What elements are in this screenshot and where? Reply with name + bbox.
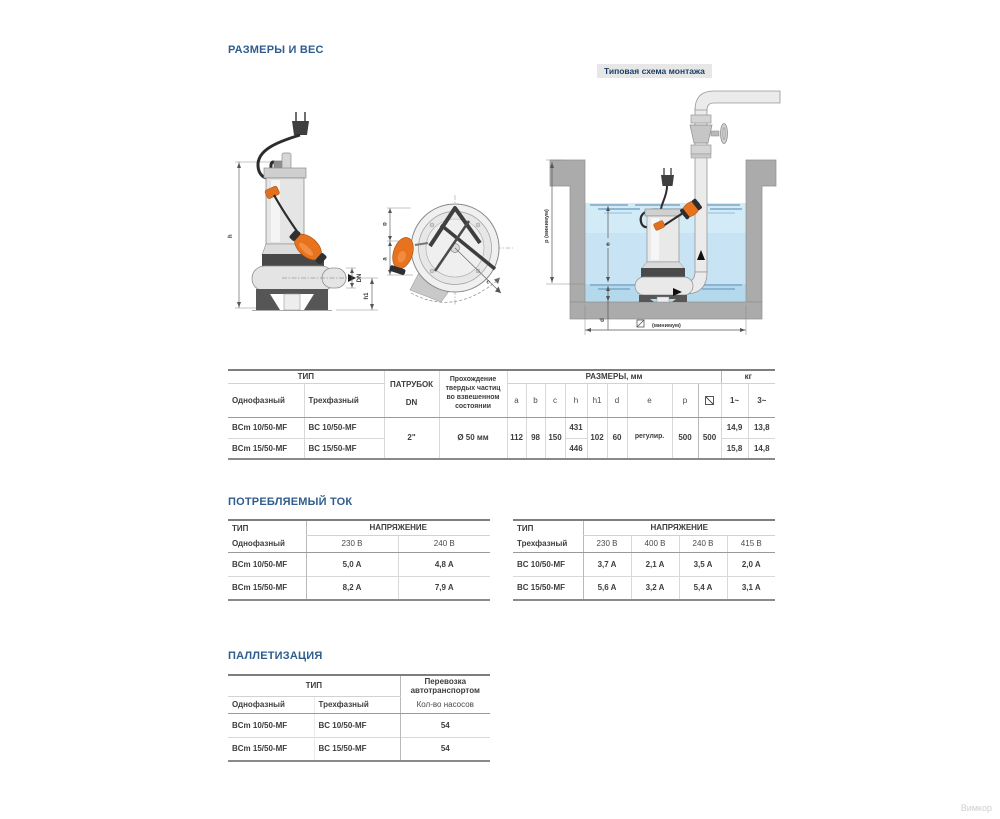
type-header: ТИП (228, 675, 400, 696)
count-value: 54 (400, 737, 490, 761)
three-phase-current-table (513, 519, 775, 601)
c-value: 150 (545, 417, 565, 459)
current-heading: ПОТРЕБЛЯЕМЫЙ ТОК (228, 496, 353, 508)
model-cell: BC 10/50-MF (517, 559, 566, 569)
valve-body (690, 125, 712, 143)
col-a: a (507, 383, 526, 417)
type-header: ТИП (232, 523, 249, 533)
kg1-value: 14,9 (721, 417, 748, 438)
amp-value: 5,0 A (306, 552, 398, 576)
voltage-header: НАПРЯЖЕНИЕ (583, 520, 775, 535)
col-p: p (672, 383, 698, 417)
p-value: 500 (672, 417, 698, 459)
three-phase-header: Трехфазный (304, 383, 384, 417)
single-phase-header: Однофазный (228, 696, 314, 713)
palletization-table (228, 674, 490, 762)
e-value: регулир. (627, 417, 672, 459)
kg3-value: 14,8 (748, 438, 775, 459)
dn-dimension-label: DN (357, 273, 363, 283)
h-value: 431 (565, 417, 587, 438)
d-value: 60 (607, 417, 627, 459)
kg3-value: 13,8 (748, 417, 775, 438)
amp-value: 7,9 A (398, 576, 490, 600)
voltage-240: 240 В (679, 535, 727, 552)
amp-value: 3,2 A (631, 576, 679, 600)
voltage-400: 400 В (631, 535, 679, 552)
single-phase-current-table (228, 519, 490, 601)
model-cell: BCm 10/50-MF (232, 720, 288, 730)
h1-dimension-label: h1 (364, 292, 370, 300)
col-b: b (526, 383, 545, 417)
amp-value: 8,2 A (306, 576, 398, 600)
pump-side-view-drawing (222, 98, 392, 338)
a-dimension-label: a (383, 257, 389, 261)
voltage-header: НАПРЯЖЕНИЕ (306, 520, 490, 535)
three-phase-header: Трехфазный (314, 696, 400, 713)
square-value: 500 (698, 417, 721, 459)
type-header: ТИП (517, 523, 534, 533)
handle (282, 153, 291, 170)
dimensions-table (228, 369, 775, 460)
plug-icon (661, 175, 674, 186)
col-e: e (627, 383, 672, 417)
branch-header (384, 370, 439, 417)
count-value: 54 (400, 713, 490, 737)
model-cell: BCm 15/50-MF (228, 737, 314, 761)
amp-value: 3,1 A (727, 576, 775, 600)
voltage-230: 230 В (306, 535, 398, 552)
foot-left (256, 294, 280, 310)
model-cell: BC 15/50-MF (314, 737, 400, 761)
amp-value: 2,0 A (727, 552, 775, 576)
voltage-415: 415 В (727, 535, 775, 552)
col-square (698, 383, 721, 417)
amp-value: 5,4 A (679, 576, 727, 600)
voltage-240: 240 В (398, 535, 490, 552)
transport-header: Перевозка автотранспортом (400, 675, 490, 696)
type-header: ТИП (228, 370, 384, 383)
sizes-header: РАЗМЕРЫ, мм (507, 370, 721, 383)
h-value: 446 (565, 438, 587, 459)
col-h: h (565, 383, 587, 417)
branch-label: ПАТРУБОК (389, 380, 434, 390)
watermark: Вимкор (960, 803, 992, 813)
p-min-label: p (минимум) (544, 209, 550, 243)
model-cell: BCm 10/50-MF (232, 423, 288, 432)
pit-min-label: (минимум) (652, 323, 681, 329)
square-diagonal-icon (705, 396, 714, 405)
e-label: e (606, 241, 610, 248)
amp-value: 5,6 A (583, 576, 631, 600)
valve-handwheel-icon (721, 124, 728, 144)
d-label: d (600, 318, 606, 322)
pump-body (252, 112, 356, 311)
solids-header: Прохождение твердых частиц во взвешенном состоянии (439, 370, 507, 417)
col-kg-3ph: 3~ (748, 383, 775, 417)
col-kg-1ph: 1~ (721, 383, 748, 417)
voltage-230: 230 В (583, 535, 631, 552)
model-cell: BC 15/50-MF (304, 438, 384, 459)
model-cell: BCm 15/50-MF (228, 576, 306, 600)
col-h1: h1 (587, 383, 607, 417)
plug-icon (292, 121, 309, 135)
h-dimension-label: h (228, 234, 234, 238)
phase-header: Однофазный (228, 535, 306, 552)
col-c: c (545, 383, 565, 417)
h1-value: 102 (587, 417, 607, 459)
single-phase-header: Однофазный (228, 383, 304, 417)
dn-label: DN (405, 398, 418, 408)
solids-value: Ø 50 мм (439, 417, 507, 459)
amp-value: 2,1 A (631, 552, 679, 576)
scheme-label: Типовая схема монтажа (597, 64, 712, 78)
amp-value: 4,8 A (398, 552, 490, 576)
c-dimension-label: c (484, 278, 492, 286)
model-cell: BCm 15/50-MF (228, 438, 304, 459)
pallet-heading: ПАЛЛЕТИЗАЦИЯ (228, 650, 323, 662)
dimensions-heading: РАЗМЕРЫ И ВЕС (228, 44, 324, 56)
branch-value: 2" (384, 417, 439, 459)
b-value: 98 (526, 417, 545, 459)
a-value: 112 (507, 417, 526, 459)
count-header: Кол-во насосов (400, 696, 490, 713)
b-dimension-label: b (383, 222, 389, 226)
pump-top-view-drawing (383, 183, 518, 328)
model-cell: BCm 10/50-MF (232, 559, 288, 569)
phase-header: Трехфазный (513, 535, 583, 552)
model-cell: BC 10/50-MF (314, 713, 400, 737)
amp-value: 3,5 A (679, 552, 727, 576)
installation-scheme-drawing (540, 58, 785, 350)
model-cell: BC 15/50-MF (513, 576, 583, 600)
foot-right (304, 294, 328, 310)
model-cell: BC 10/50-MF (304, 417, 384, 438)
kg-header: кг (721, 370, 775, 383)
col-d: d (607, 383, 627, 417)
kg1-value: 15,8 (721, 438, 748, 459)
amp-value: 3,7 A (583, 552, 631, 576)
